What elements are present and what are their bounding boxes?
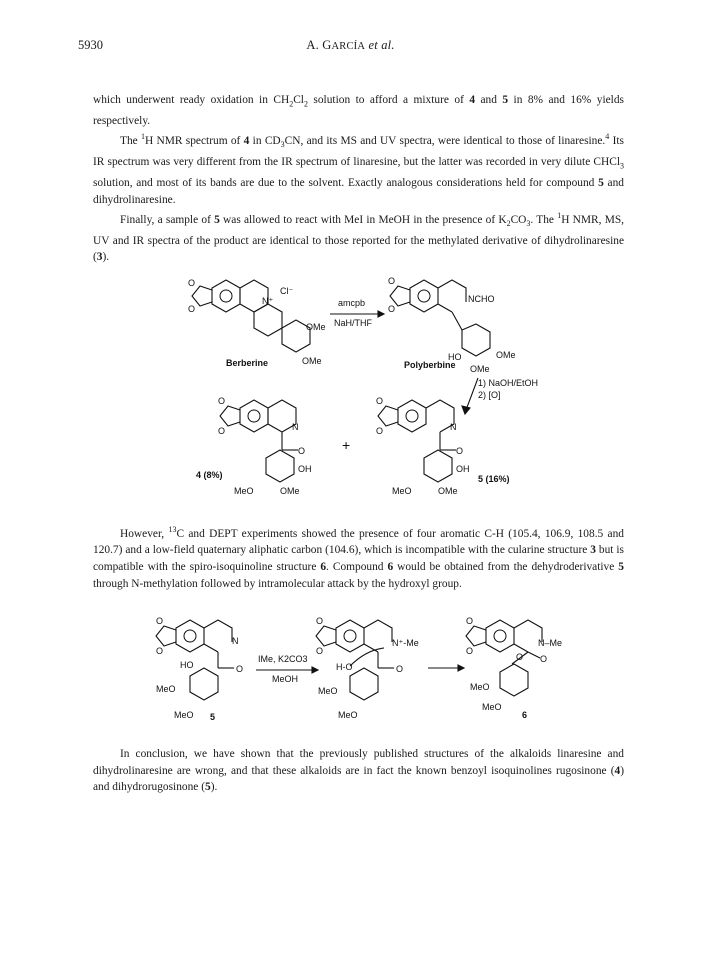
svg-text:O: O — [466, 646, 474, 656]
svg-text:O: O — [188, 304, 196, 314]
svg-text:MeO: MeO — [234, 486, 254, 496]
plus-sign: + — [342, 437, 351, 453]
berberine-structure — [188, 278, 326, 368]
svg-text:OH: OH — [298, 464, 312, 474]
reaction-arrow-2 — [466, 378, 478, 410]
svg-text:MeO: MeO — [470, 682, 490, 692]
reagent-amcpb: amcpb — [338, 298, 366, 308]
svg-text:1) NaOH/EtOH: 1) NaOH/EtOH — [478, 378, 539, 388]
paragraph-5: In conclusion, we have shown that the previously published structures of the alkaloids linaresine and dihydrolinaresine are wrong, and that these alkaloids are in fact the known benzoyl isoquinolines rugosinone (4) and dihydrorugosinone (5). — [93, 748, 624, 794]
yield-4: 4 (8%) — [196, 470, 223, 480]
svg-text:OMe: OMe — [306, 322, 326, 332]
label-6: 6 — [522, 710, 528, 720]
svg-text:O: O — [316, 616, 324, 626]
svg-text:MeO: MeO — [174, 710, 194, 720]
page-number: 5930 — [78, 38, 103, 52]
svg-text:MeO: MeO — [156, 684, 176, 694]
compound-5-reactant — [156, 616, 243, 722]
svg-text:N–Me: N–Me — [538, 638, 563, 648]
svg-text:MeO: MeO — [482, 702, 502, 712]
svg-text:O: O — [396, 664, 404, 674]
label-5: 5 — [210, 712, 216, 722]
svg-text:O: O — [376, 426, 384, 436]
polyberbine-structure — [388, 276, 516, 374]
svg-text:N: N — [450, 422, 457, 432]
compound-6-structure — [466, 616, 562, 720]
svg-text:O: O — [466, 616, 474, 626]
svg-text:OMe: OMe — [302, 356, 322, 366]
svg-text:O: O — [236, 664, 244, 674]
berberine-label: Berberine — [226, 358, 269, 368]
polyberbine-label: Polyberbine — [404, 360, 456, 370]
svg-text:O: O — [316, 646, 324, 656]
svg-text:N: N — [232, 636, 239, 646]
reagent-nah: NaH/THF — [334, 318, 372, 328]
yield-5: 5 (16%) — [478, 474, 510, 484]
svg-text:OMe: OMe — [280, 486, 300, 496]
svg-text:H-O: H-O — [336, 662, 353, 672]
svg-text:O: O — [298, 446, 306, 456]
svg-text:O: O — [376, 396, 384, 406]
page-header — [0, 38, 701, 58]
paragraph-1: which underwent ready oxidation in $CH_2Cl_2$ solution to afford a mixture of 4 and 5 in 8% and 16% yields respectively. The $^1$H NMR spectrum of 4 in $CD_3CN$, and its MS and UV spectra, were identical to those of linaresine.$^4$ Its IR spectrum was very different from the IR spectrum of linaresine, but the latter was recorded in very dilute CHCl$_3$ solution, and most of its bands are due to the solvent. Exactly analogous considerations held for compound 5 and dihydrolinaresine. Finally, a sample of 5 was allowed to react with MeI in MeOH in the presence of $K_2CO_3$. The $^1$H NMR, MS, UV and IR spectra of the product are identical to those reported for the methylated derivative of dihydrolinaresine (3). — [93, 94, 625, 264]
svg-text:OMe: OMe — [470, 364, 490, 374]
intermediate-structure — [316, 616, 419, 720]
svg-text:N⁺: N⁺ — [262, 296, 274, 306]
compound-4-structure — [196, 396, 312, 496]
svg-text:MeO: MeO — [318, 686, 338, 696]
svg-text:N⁺-Me: N⁺-Me — [392, 638, 419, 648]
svg-text:O: O — [516, 652, 524, 662]
svg-text:OMe: OMe — [496, 350, 516, 360]
svg-text:OH: OH — [456, 464, 470, 474]
svg-text:NCHO: NCHO — [468, 294, 495, 304]
paragraph-4: However, $^{13}$C and DEPT experiments showed the presence of four aromatic C-H (105.4, 106.9, 108.5 and 120.7) and a low-field quaternary aliphatic carbon (104.6), which is incompatible with the cularine structure 3 but is compatible with the spiro-isoquinoline structure 6. Compound 6 would be obtained from the dehydroderivative 5 through N-methylation followed by intramolecular attack by the hydroxyl group. — [93, 525, 624, 590]
svg-text:O: O — [388, 304, 396, 314]
svg-text:O: O — [218, 426, 226, 436]
reaction-scheme-1 — [0, 268, 701, 518]
svg-text:MeO: MeO — [338, 710, 358, 720]
compound-5-structure — [376, 396, 510, 496]
reagent-meoh: MeOH — [272, 674, 299, 684]
svg-text:MeO: MeO — [392, 486, 412, 496]
svg-text:O: O — [156, 616, 164, 626]
svg-text:O: O — [388, 276, 396, 286]
svg-text:O: O — [540, 654, 548, 664]
svg-text:HO: HO — [180, 660, 194, 670]
svg-text:N: N — [292, 422, 299, 432]
svg-text:Cl⁻: Cl⁻ — [280, 286, 294, 296]
svg-text:OMe: OMe — [438, 486, 458, 496]
svg-text:O: O — [156, 646, 164, 656]
reagent-ime: IMe, K2CO3 — [258, 654, 308, 664]
svg-text:O: O — [218, 396, 226, 406]
reaction-scheme-2 — [0, 610, 701, 730]
svg-text:HO: HO — [448, 352, 462, 362]
running-head: A. GARCÍA et al. — [306, 38, 395, 52]
svg-text:2) [O]: 2) [O] — [478, 390, 501, 400]
svg-text:O: O — [456, 446, 464, 456]
svg-text:O: O — [188, 278, 196, 288]
